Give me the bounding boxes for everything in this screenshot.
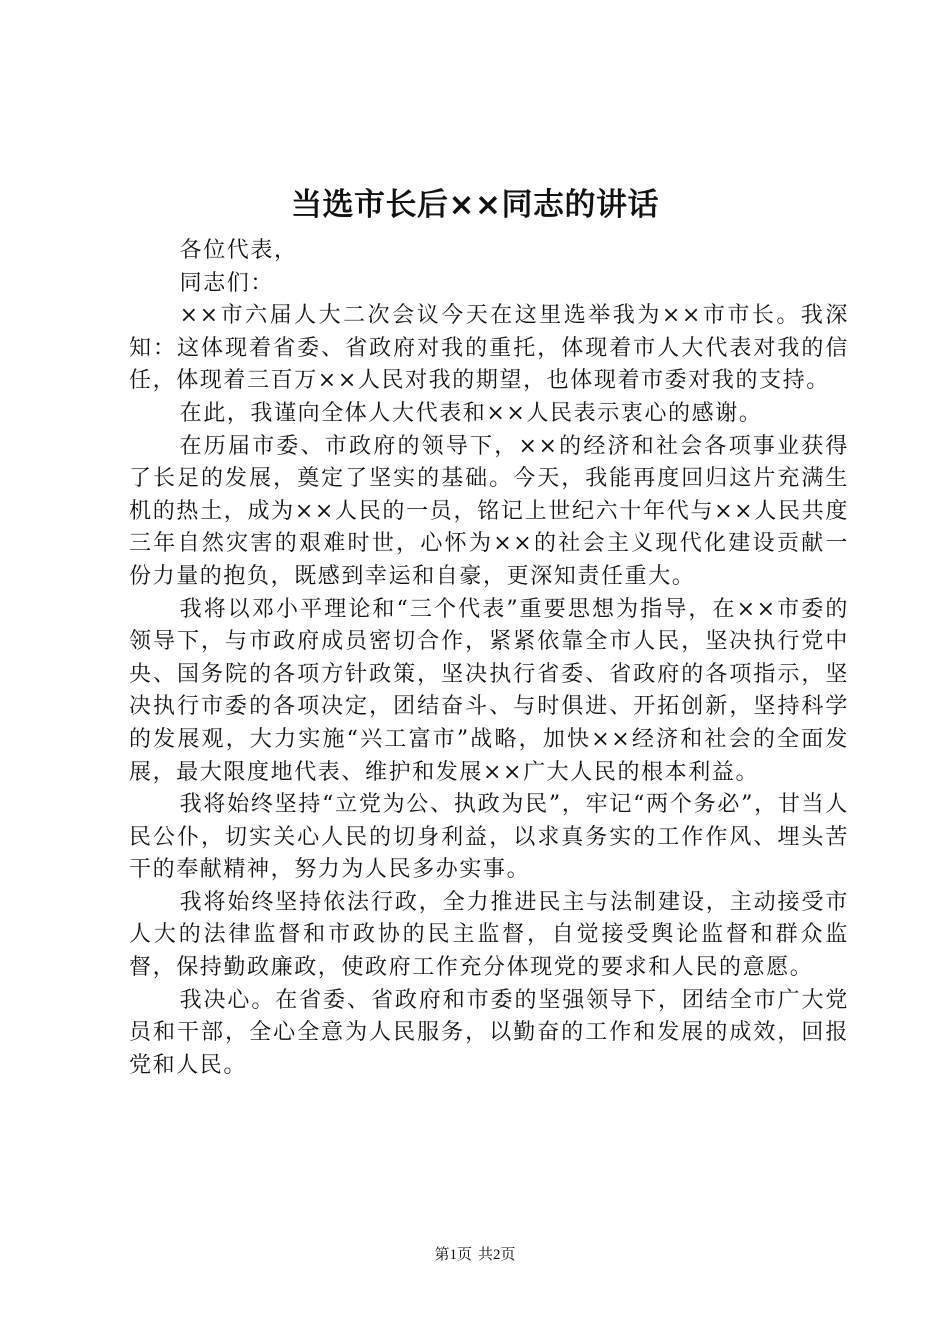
salutation-line: 同志们：: [179, 270, 274, 296]
body-paragraph: ××市六届人大二次会议今天在这里选举我为××市市长。我深知：这体现着省委、省政府对我的重托，体现着市人大代表对我的信任，体现着三百万××人民对我的期望，也体现着市委对我的支持。: [129, 303, 849, 394]
page-number: 第1页: [434, 1247, 472, 1263]
body-paragraph: 在此，我谨向全体人大代表和××人民表示衷心的感谢。: [179, 400, 763, 426]
document-body: [129, 235, 849, 1082]
body-paragraph: 在历届市委、市政府的领导下，××的经济和社会各项事业获得了长足的发展，奠定了坚实的基础。今天，我能再度回归这片充满生机的热土，成为××人民的一员，铭记上世纪六十年代与××人民共度三年自然灾害的艰难时世，心怀为××的社会主义现代化建设贡献一份力量的抱负，既感到幸运和自豪，更深知责任重大。: [129, 433, 849, 589]
body-paragraph: 我将始终坚持依法行政，全力推进民主与法制建设，主动接受市人大的法律监督和市政协的民主监督，自觉接受舆论监督和群众监督，保持勤政廉政，使政府工作充分体现党的要求和人民的意愿。: [129, 889, 849, 981]
page-footer: [0, 1244, 950, 1266]
body-paragraph: 我将始终坚持“立党为公、执政为民”，牢记“两个务必”，甘当人民公仆，切实关心人民的切身利益，以求真务实的工作作风、埋头苦干的奉献精神，努力为人民多办实事。: [129, 792, 849, 883]
body-paragraph: 我决心。在省委、省政府和市委的坚强领导下，团结全市广大党员和干部，全心全意为人民服务，以勤奋的工作和发展的成效，回报党和人民。: [129, 987, 849, 1078]
document-title: 当选市长后××同志的讲话: [291, 187, 659, 223]
body-paragraph: 我将以邓小平理论和“三个代表”重要思想为指导，在××市委的领导下，与市政府成员密切合作，紧紧依靠全市人民，坚决执行党中央、国务院的各项方针政策，坚决执行省委、省政府的各项指示，坚决执行市委的各项决定，团结奋斗、与时俱进、开拓创新，坚持科学的发展观，大力实施“兴工富市”战略，加快××经济和社会的全面发展，最大限度地代表、维护和发展××广大人民的根本利益。: [129, 596, 849, 785]
salutation-line: 各位代表，: [179, 238, 298, 263]
page-total: 共2页: [478, 1247, 516, 1263]
